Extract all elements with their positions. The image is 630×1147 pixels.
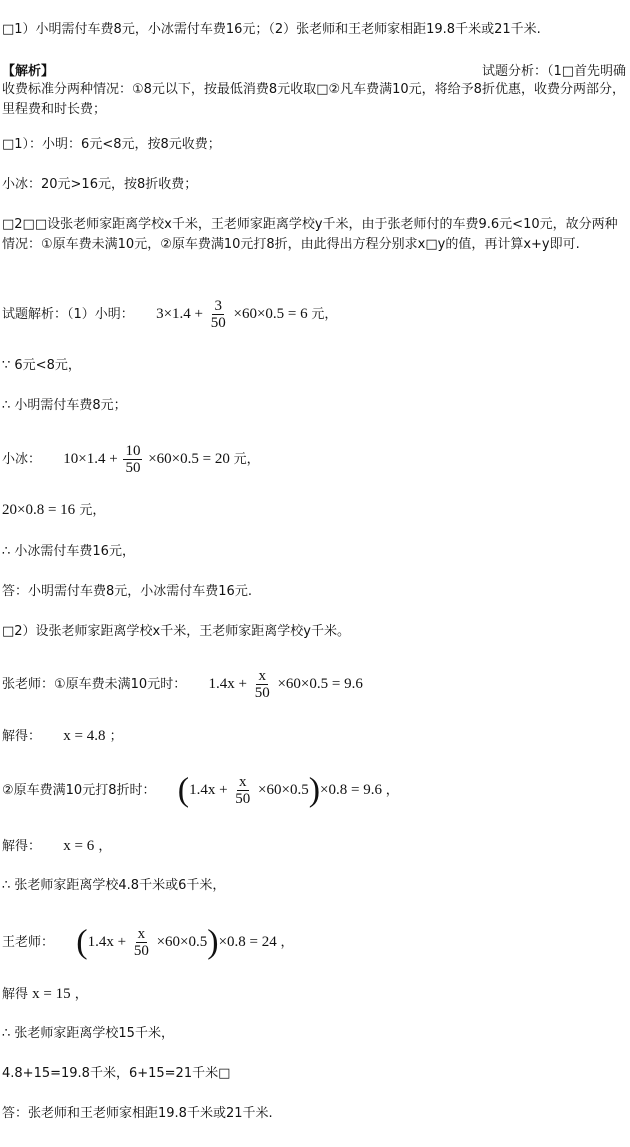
unit-yuan: 元， <box>79 503 106 518</box>
wang-distance: ∴ 张老师家距离学校15千米， <box>2 1026 174 1041</box>
solve-label: 解得 <box>2 987 29 1002</box>
xiaobing-formula: 10×1.4 + $\frac{10}{50}$ ×60×0.5 = 20 <box>63 443 230 477</box>
xiaobing-label: 小冰： <box>2 452 42 467</box>
solution-x-6: x = 6 <box>63 838 95 854</box>
xiaoming-solution <box>2 296 626 333</box>
solve2-line <box>2 836 626 857</box>
punct: ， <box>280 935 294 950</box>
analysis-paragraph: 收费标准分两种情况：①8元以下，按最低消费8元收取□②凡车费满10元，将给予8折优惠，收费分两部分，里程费和时长费； <box>2 82 625 117</box>
fraction: $\frac{3}{50}$ <box>210 298 226 332</box>
analysis-head: 试题分析：（1□首先明确 <box>481 64 626 79</box>
zhang-distance: ∴ 张老师家距离学校4.8千米或6千米， <box>2 878 226 893</box>
part1-xiaobing-analysis: 小冰：20元>16元，按8折收费； <box>2 177 198 192</box>
wang-equation-line <box>2 924 626 961</box>
therefore-xiaobing: ∴ 小冰需付车费16元， <box>2 544 135 559</box>
xiaoming-formula: 3×1.4 + $\frac{3}{50}$ ×60×0.5 = 6 <box>156 298 308 332</box>
solve-label: 解得： <box>2 729 42 744</box>
solution-x-4-8: x = 4.8 <box>63 728 106 744</box>
equation-2: (1.4x + $\frac{x}{50}$ ×60×0.5)×0.8 = 9.6 <box>177 771 382 809</box>
fraction: $\frac{10}{50}$ <box>125 443 141 477</box>
punct: ； <box>109 729 123 744</box>
answer-part1: 答：小明需付车费8元，小冰需付车费16元. <box>2 584 252 599</box>
punct: ， <box>98 839 112 854</box>
solve-label: 解得： <box>2 839 42 854</box>
part2-analysis: □2□□设张老师家距离学校x千米，王老师家距离学校y千米，由于张老师付的车费9.6元<10元，故分两种情况：①原车费未满10元，②原车费满10元打8折，由此得出方程分别求x□y的值，再计算x+y即可. <box>2 217 618 252</box>
unit-yuan: 元， <box>311 307 338 322</box>
punct: ， <box>385 783 399 798</box>
fraction: $\frac{x}{50}$ <box>235 774 251 808</box>
equation-1: 1.4x + $\frac{x}{50}$ ×60×0.5 = 9.6 <box>208 668 363 702</box>
part2-setup: □2）设张老师家距离学校x千米，王老师家距离学校y千米。 <box>2 624 350 639</box>
fraction: $\frac{x}{50}$ <box>254 668 270 702</box>
solution-label: 试题解析：（1）小明： <box>2 307 134 322</box>
equation-3: (1.4x + $\frac{x}{50}$ ×60×0.5)×0.8 = 24 <box>76 923 277 961</box>
since-line: ∵ 6元<8元， <box>2 358 81 373</box>
unit-yuan: 元， <box>233 452 260 467</box>
xiaobing-solution <box>2 441 626 478</box>
calc-formula: 20×0.8 = 16 <box>2 502 76 518</box>
solve3-line <box>2 984 626 1005</box>
answer-summary: □1）小明需付车费8元，小冰需付车费16元；（2）张老师和王老师家相距19.8千米或21千米. <box>2 22 541 37</box>
solve1-line <box>2 726 626 747</box>
therefore-xiaoming: ∴ 小明需付车费8元； <box>2 398 127 413</box>
analysis-header-row <box>2 62 626 82</box>
case2-label: ②原车费满10元打8折时： <box>2 783 156 798</box>
wang-label: 王老师： <box>2 935 55 950</box>
part1-xiaoming-analysis: □1）：小明：6元<8元，按8元收费； <box>2 137 221 152</box>
punct: ， <box>74 987 88 1002</box>
final-answer: 答：张老师和王老师家相距19.8千米或21千米. <box>2 1106 273 1121</box>
calc-line <box>2 500 626 521</box>
fraction: $\frac{x}{50}$ <box>133 926 149 960</box>
zhang-label: 张老师：①原车费未满10元时： <box>2 677 187 692</box>
sums-line: 4.8+15=19.8千米，6+15=21千米□ <box>2 1066 231 1081</box>
jiexi-label: 【解析】 <box>2 64 55 79</box>
zhang-case1 <box>2 666 626 703</box>
solution-x-15: x = 15 <box>32 986 71 1002</box>
zhang-case2 <box>2 772 626 809</box>
